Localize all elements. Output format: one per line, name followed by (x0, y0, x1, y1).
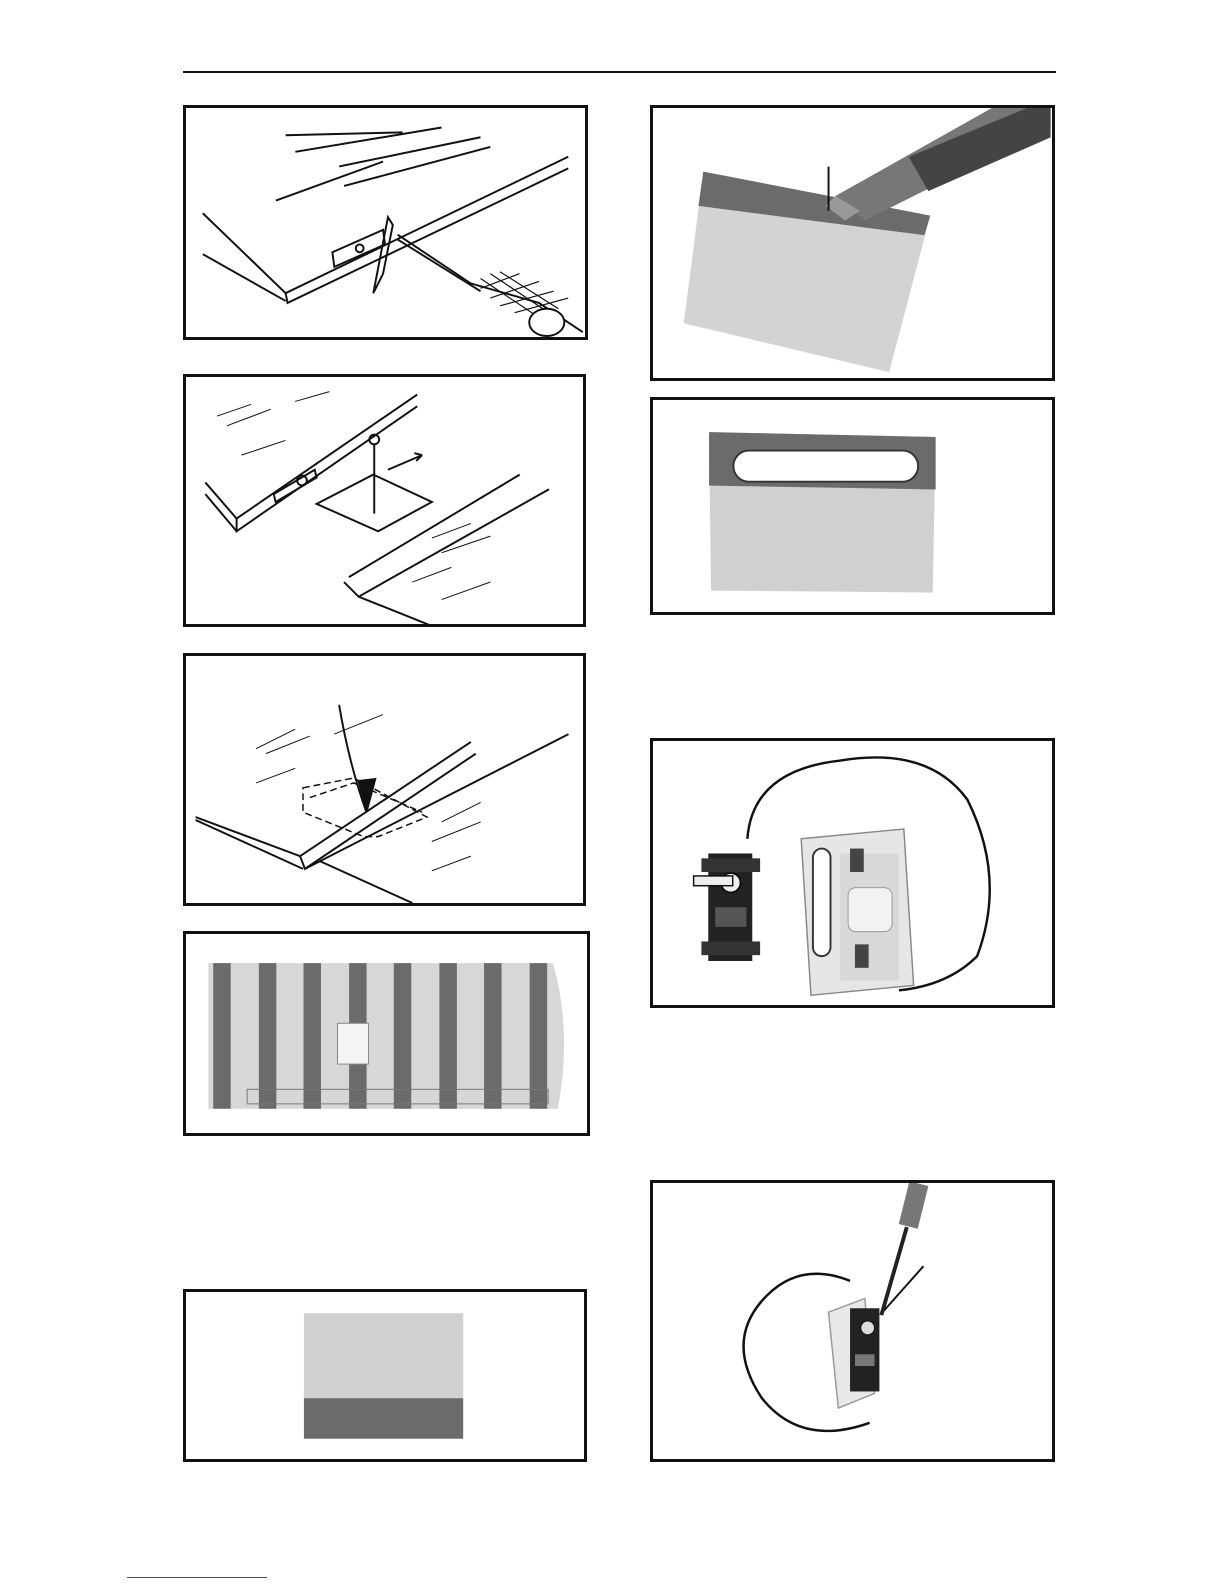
hinge-with-pin-drawing (186, 377, 583, 624)
hinge-in-slot-drawing (186, 656, 583, 903)
striped-wing-photo (183, 931, 590, 1136)
covered-hatch-panel (186, 1292, 584, 1459)
servo-mounting-photo (650, 1180, 1055, 1462)
hatch-with-opening-image (653, 400, 1052, 612)
hatch-cover-photo (183, 1289, 587, 1462)
servo-with-hatch-image (653, 741, 1052, 1005)
knife-cutting-slot-drawing (186, 108, 585, 337)
servo-hatch-opening-photo (650, 397, 1055, 615)
screwing-servo-image (653, 1183, 1052, 1459)
hinge-pin-centering-illustration (183, 374, 586, 627)
covering-trim-photo (650, 105, 1055, 381)
trimming-covering-image (653, 108, 1052, 378)
servo-and-hatch-photo (650, 738, 1055, 1008)
hinge-insertion-illustration (183, 653, 586, 906)
striped-wing-image (186, 934, 587, 1133)
hinge-slot-cutting-illustration (183, 105, 588, 340)
footer-link-underline[interactable] (127, 1577, 267, 1578)
header-rule (183, 71, 1056, 73)
